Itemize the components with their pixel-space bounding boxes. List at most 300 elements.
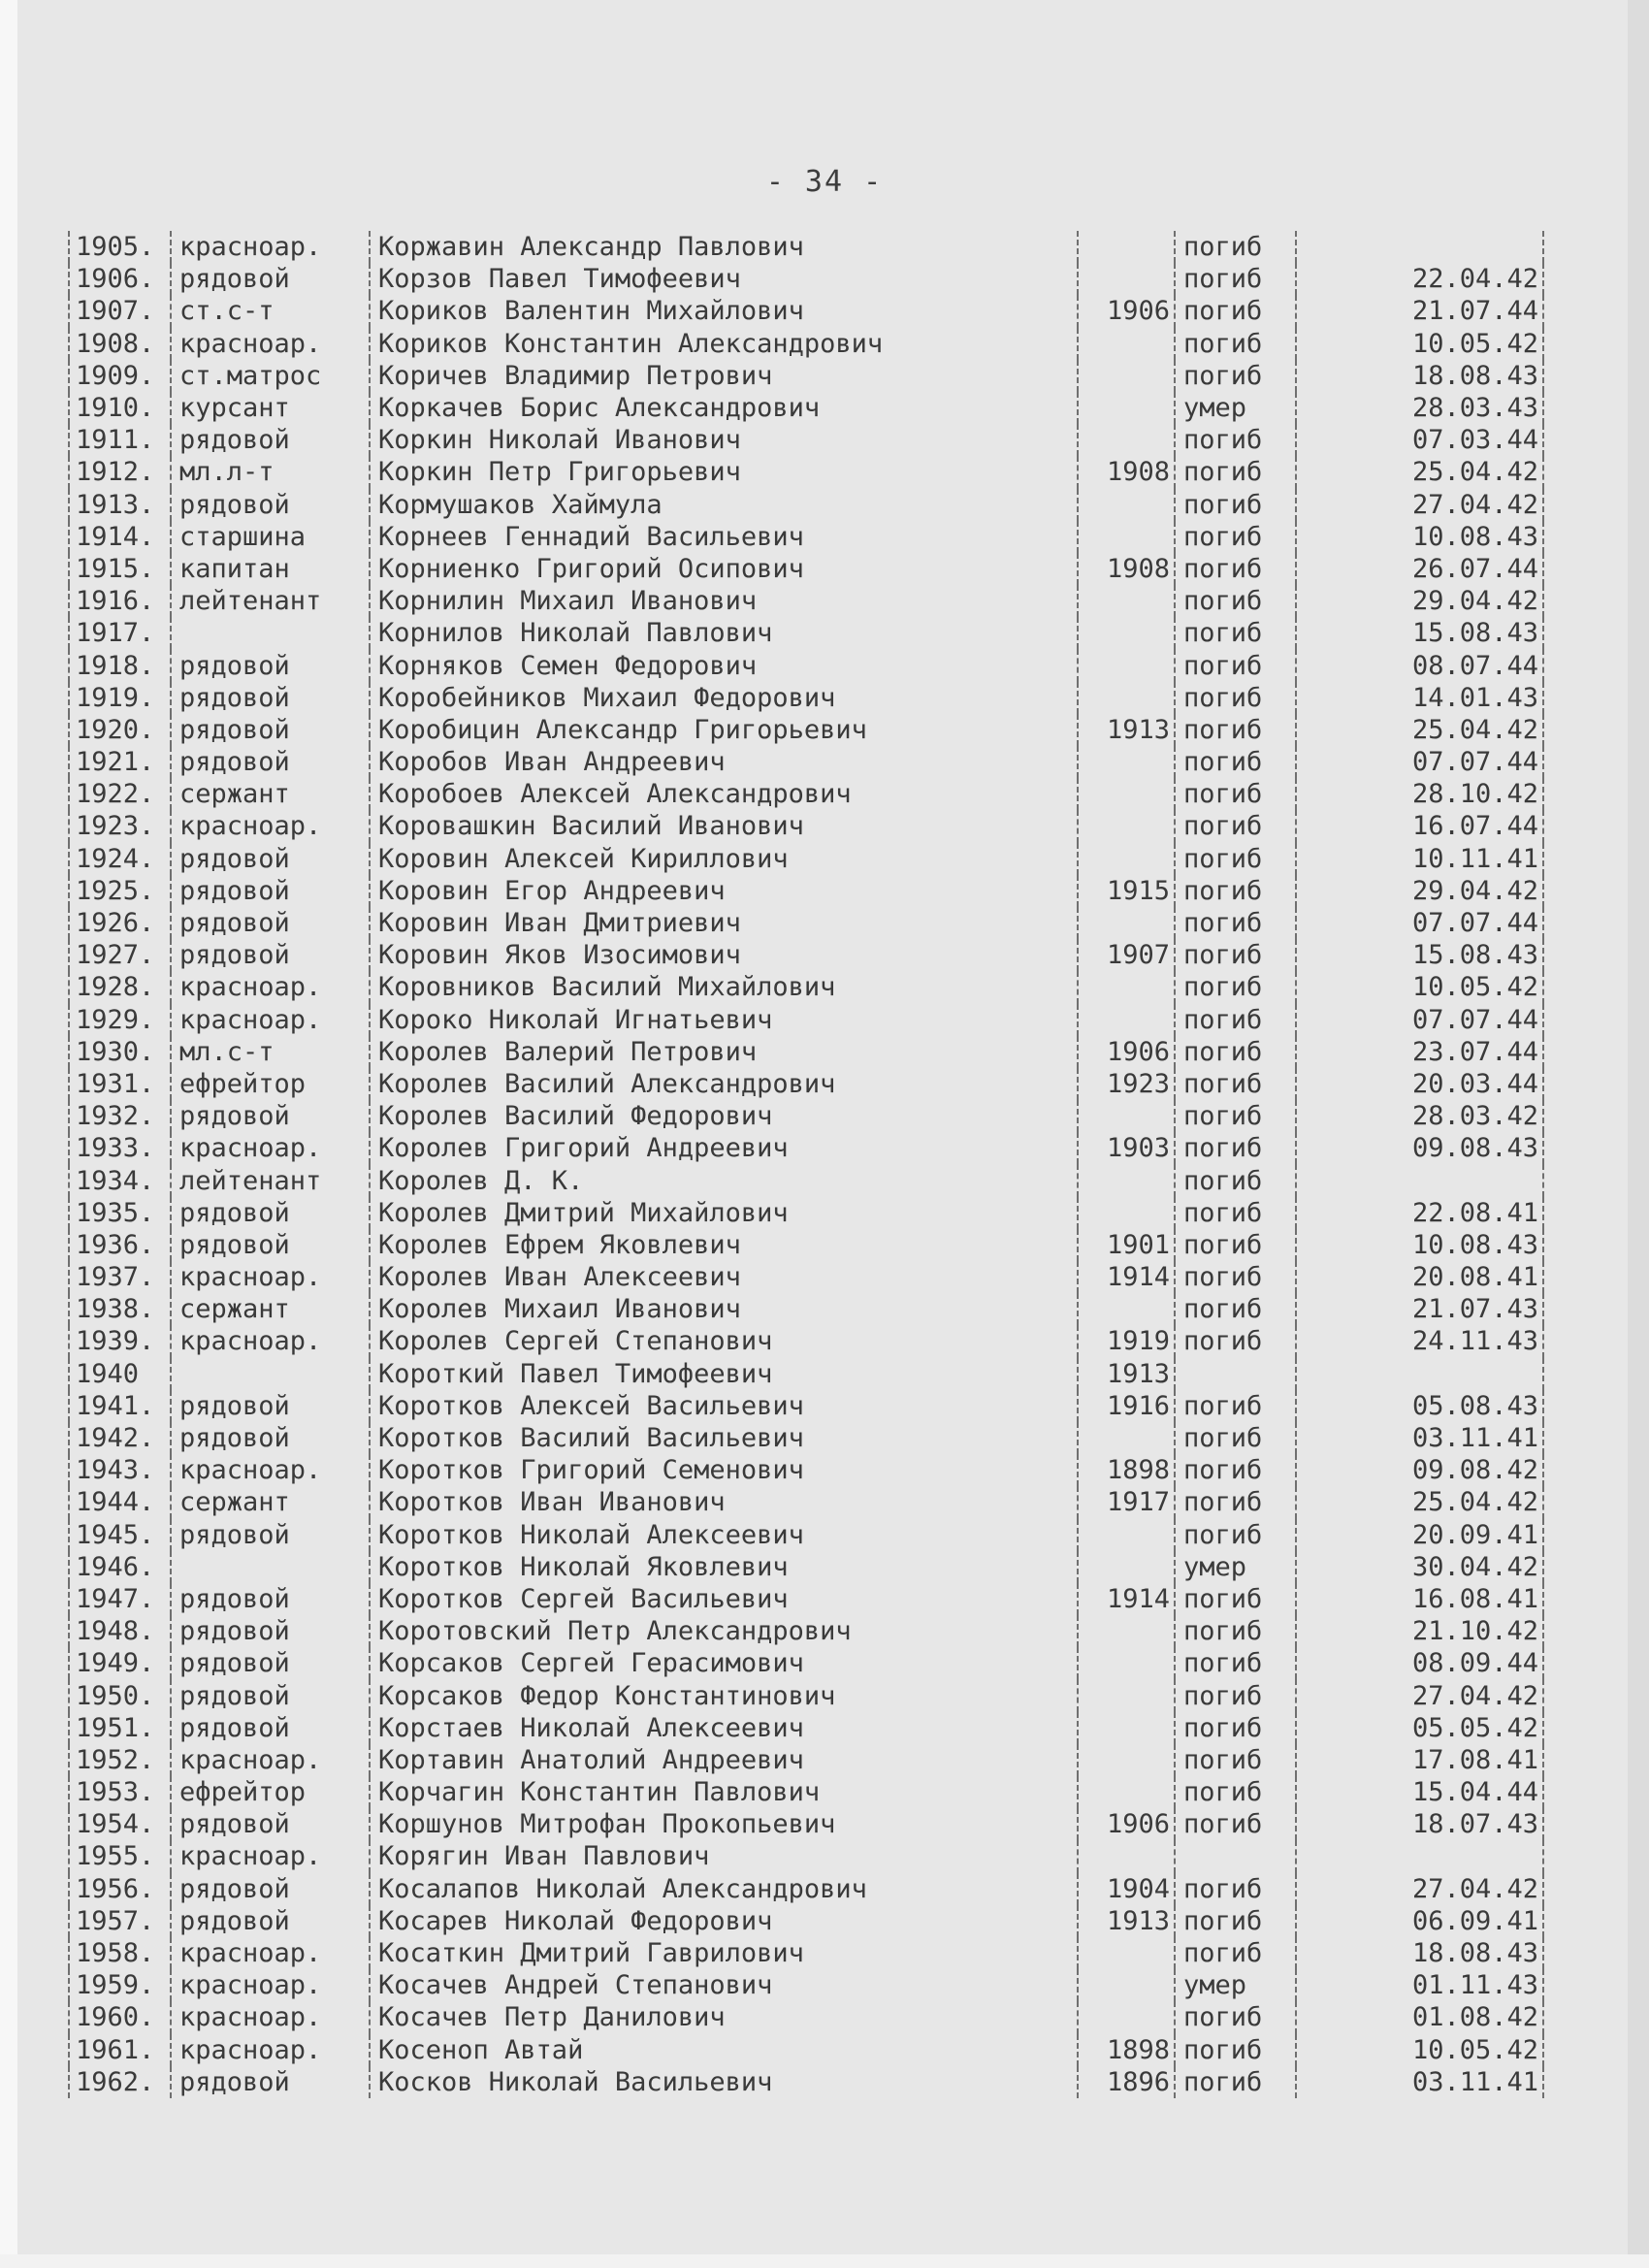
entry-number: 1933.	[69, 1132, 171, 1164]
military-rank: красноар.	[171, 2001, 370, 2033]
date-of-death: 25.04.42	[1296, 1486, 1543, 1518]
birth-year: 1919	[1078, 1325, 1175, 1357]
fate-status: погиб	[1175, 489, 1296, 521]
full-name: Коршунов Митрофан Прокопьевич	[370, 1808, 1078, 1840]
entry-number: 1927.	[69, 939, 171, 971]
date-of-death: 18.07.43	[1296, 1808, 1543, 1840]
date-of-death: 07.07.44	[1296, 1004, 1543, 1036]
birth-year: 1913	[1078, 714, 1175, 746]
military-rank: рядовой	[171, 1905, 370, 1937]
table-row	[69, 1261, 1543, 1293]
date-of-death: 14.01.43	[1296, 682, 1543, 714]
military-rank: рядовой	[171, 875, 370, 907]
birth-year	[1078, 1422, 1175, 1454]
date-of-death: 10.08.43	[1296, 521, 1543, 553]
birth-year	[1078, 263, 1175, 295]
fate-status: погиб	[1175, 1100, 1296, 1132]
fate-status: погиб	[1175, 1776, 1296, 1808]
date-of-death: 28.10.42	[1296, 778, 1543, 810]
date-of-death: 18.08.43	[1296, 1937, 1543, 1969]
date-of-death: 10.05.42	[1296, 971, 1543, 1003]
full-name: Королев Дмитрий Михайлович	[370, 1197, 1078, 1229]
entry-number: 1926.	[69, 907, 171, 939]
fate-status: погиб	[1175, 1486, 1296, 1518]
full-name: Косарев Николай Федорович	[370, 1905, 1078, 1937]
military-rank: красноар.	[171, 1325, 370, 1357]
entry-number: 1946.	[69, 1551, 171, 1583]
fate-status: погиб	[1175, 1583, 1296, 1615]
fate-status: погиб	[1175, 875, 1296, 907]
date-of-death: 10.05.42	[1296, 328, 1543, 360]
table-row	[69, 714, 1543, 746]
military-rank: рядовой	[171, 1808, 370, 1840]
table-row	[69, 1873, 1543, 1905]
fate-status: погиб	[1175, 746, 1296, 778]
military-rank: старшина	[171, 521, 370, 553]
date-of-death: 05.08.43	[1296, 1390, 1543, 1422]
date-of-death: 21.10.42	[1296, 1615, 1543, 1647]
birth-year	[1078, 424, 1175, 456]
military-rank: рядовой	[171, 1390, 370, 1422]
fate-status: погиб	[1175, 456, 1296, 488]
fate-status: погиб	[1175, 1454, 1296, 1486]
full-name: Кормушаков Хаймула	[370, 489, 1078, 521]
birth-year: 1908	[1078, 456, 1175, 488]
military-rank: красноар.	[171, 1937, 370, 1969]
fate-status: погиб	[1175, 231, 1296, 263]
full-name: Коротков Алексей Васильевич	[370, 1390, 1078, 1422]
table-row	[69, 1905, 1543, 1937]
date-of-death: 27.04.42	[1296, 489, 1543, 521]
birth-year: 1913	[1078, 1905, 1175, 1937]
date-of-death: 20.09.41	[1296, 1519, 1543, 1551]
fate-status: погиб	[1175, 1229, 1296, 1261]
military-rank: красноар.	[171, 1454, 370, 1486]
entry-number: 1916.	[69, 585, 171, 617]
entry-number: 1906.	[69, 263, 171, 295]
entry-number: 1917.	[69, 617, 171, 649]
table-row	[69, 971, 1543, 1003]
full-name: Корниенко Григорий Осипович	[370, 553, 1078, 585]
fate-status: погиб	[1175, 1132, 1296, 1164]
date-of-death: 20.03.44	[1296, 1068, 1543, 1100]
full-name: Коротков Сергей Васильевич	[370, 1583, 1078, 1615]
date-of-death: 01.08.42	[1296, 2001, 1543, 2033]
fate-status: погиб	[1175, 2001, 1296, 2033]
military-rank: рядовой	[171, 843, 370, 875]
entry-number: 1962.	[69, 2066, 171, 2098]
table-row	[69, 1293, 1543, 1325]
full-name: Кортавин Анатолий Андреевич	[370, 1744, 1078, 1776]
military-rank	[171, 1551, 370, 1583]
fate-status: погиб	[1175, 617, 1296, 649]
fate-status: погиб	[1175, 1004, 1296, 1036]
full-name: Королев Михаил Иванович	[370, 1293, 1078, 1325]
military-rank: красноар.	[171, 328, 370, 360]
military-rank: сержант	[171, 778, 370, 810]
entry-number: 1907.	[69, 295, 171, 327]
table-row	[69, 1422, 1543, 1454]
birth-year	[1078, 585, 1175, 617]
entry-number: 1918.	[69, 649, 171, 681]
full-name: Косалапов Николай Александрович	[370, 1873, 1078, 1905]
birth-year	[1078, 1840, 1175, 1872]
military-rank: красноар.	[171, 1132, 370, 1164]
birth-year	[1078, 328, 1175, 360]
military-rank: красноар.	[171, 1744, 370, 1776]
military-rank: краснoар.	[171, 231, 370, 263]
fate-status: погиб	[1175, 682, 1296, 714]
table-row	[69, 810, 1543, 842]
birth-year	[1078, 1551, 1175, 1583]
entry-number: 1960.	[69, 2001, 171, 2033]
entry-number: 1951.	[69, 1712, 171, 1744]
table-row	[69, 778, 1543, 810]
full-name: Косеноп Автай	[370, 2034, 1078, 2066]
birth-year: 1923	[1078, 1068, 1175, 1100]
date-of-death: 01.11.43	[1296, 1969, 1543, 2001]
birth-year	[1078, 1100, 1175, 1132]
page-number: - 34 -	[765, 165, 884, 199]
entry-number: 1912.	[69, 456, 171, 488]
birth-year	[1078, 1519, 1175, 1551]
table-row	[69, 1776, 1543, 1808]
full-name: Коричев Владимир Петрович	[370, 360, 1078, 392]
military-rank: ефрейтор	[171, 1776, 370, 1808]
military-rank: рядовой	[171, 682, 370, 714]
table-row	[69, 1197, 1543, 1229]
date-of-death: 22.08.41	[1296, 1197, 1543, 1229]
date-of-death: 07.07.44	[1296, 907, 1543, 939]
birth-year: 1904	[1078, 1873, 1175, 1905]
full-name: Коротков Григорий Семенович	[370, 1454, 1078, 1486]
birth-year: 1917	[1078, 1486, 1175, 1518]
table-row	[69, 1325, 1543, 1357]
entry-number: 1943.	[69, 1454, 171, 1486]
entry-number: 1925.	[69, 875, 171, 907]
fate-status: погиб	[1175, 1390, 1296, 1422]
military-rank: красноар.	[171, 1004, 370, 1036]
table-row	[69, 1486, 1543, 1518]
entry-number: 1948.	[69, 1615, 171, 1647]
entry-number: 1928.	[69, 971, 171, 1003]
table-row	[69, 1004, 1543, 1036]
table-row	[69, 1390, 1543, 1422]
full-name: Коробоев Алексей Александрович	[370, 778, 1078, 810]
fate-status: погиб	[1175, 939, 1296, 971]
table-row	[69, 392, 1543, 424]
military-rank: ст.с-т	[171, 295, 370, 327]
birth-year	[1078, 1615, 1175, 1647]
military-rank: мл.с-т	[171, 1036, 370, 1068]
date-of-death: 03.11.41	[1296, 2066, 1543, 2098]
table-row	[69, 360, 1543, 392]
date-of-death: 28.03.43	[1296, 392, 1543, 424]
fate-status: погиб	[1175, 1808, 1296, 1840]
entry-number: 1945.	[69, 1519, 171, 1551]
date-of-death: 03.11.41	[1296, 1422, 1543, 1454]
full-name: Коровников Василий Михайлович	[370, 971, 1078, 1003]
birth-year	[1078, 1679, 1175, 1711]
table-row	[69, 585, 1543, 617]
entry-number: 1944.	[69, 1486, 171, 1518]
full-name: Коробейников Михаил Федорович	[370, 682, 1078, 714]
full-name: Королев Валерий Петрович	[370, 1036, 1078, 1068]
entry-number: 1921.	[69, 746, 171, 778]
fate-status: погиб	[1175, 2066, 1296, 2098]
birth-year	[1078, 1647, 1175, 1679]
military-rank: красноар.	[171, 1261, 370, 1293]
table-row	[69, 489, 1543, 521]
entry-number: 1952.	[69, 1744, 171, 1776]
entry-number: 1909.	[69, 360, 171, 392]
military-rank: рядовой	[171, 1229, 370, 1261]
full-name: Корчагин Константин Павлович	[370, 1776, 1078, 1808]
table-row	[69, 456, 1543, 488]
full-name: Королев Василий Федорович	[370, 1100, 1078, 1132]
full-name: Корстаев Николай Алексеевич	[370, 1712, 1078, 1744]
fate-status: погиб	[1175, 1293, 1296, 1325]
table-row	[69, 424, 1543, 456]
table-row	[69, 2066, 1543, 2098]
birth-year: 1898	[1078, 1454, 1175, 1486]
military-rank: рядовой	[171, 489, 370, 521]
table-row	[69, 1712, 1543, 1744]
table-row	[69, 1229, 1543, 1261]
birth-year	[1078, 810, 1175, 842]
fate-status: погиб	[1175, 1422, 1296, 1454]
entry-number: 1959.	[69, 1969, 171, 2001]
table-row	[69, 1969, 1543, 2001]
military-rank: рядовой	[171, 1615, 370, 1647]
entry-number: 1929.	[69, 1004, 171, 1036]
date-of-death: 18.08.43	[1296, 360, 1543, 392]
fate-status: погиб	[1175, 360, 1296, 392]
full-name: Королев Д. К.	[370, 1164, 1078, 1196]
date-of-death: 16.08.41	[1296, 1583, 1543, 1615]
date-of-death: 05.05.42	[1296, 1712, 1543, 1744]
date-of-death	[1296, 1164, 1543, 1196]
table-row	[69, 1164, 1543, 1196]
date-of-death: 09.08.43	[1296, 1132, 1543, 1164]
birth-year: 1906	[1078, 1036, 1175, 1068]
military-rank: рядовой	[171, 746, 370, 778]
date-of-death: 30.04.42	[1296, 1551, 1543, 1583]
entry-number: 1924.	[69, 843, 171, 875]
military-rank: ст.матрос	[171, 360, 370, 392]
entry-number: 1920.	[69, 714, 171, 746]
fate-status: погиб	[1175, 1873, 1296, 1905]
full-name: Косков Николай Васильевич	[370, 2066, 1078, 2098]
birth-year	[1078, 1164, 1175, 1196]
fate-status: погиб	[1175, 1744, 1296, 1776]
fate-status: погиб	[1175, 1679, 1296, 1711]
date-of-death: 10.11.41	[1296, 843, 1543, 875]
birth-year	[1078, 682, 1175, 714]
date-of-death: 22.04.42	[1296, 263, 1543, 295]
fate-status	[1175, 1358, 1296, 1390]
table-row	[69, 682, 1543, 714]
military-rank: красноар.	[171, 971, 370, 1003]
birth-year	[1078, 489, 1175, 521]
entry-number: 1934.	[69, 1164, 171, 1196]
full-name: Корнилов Николай Павлович	[370, 617, 1078, 649]
entry-number: 1913.	[69, 489, 171, 521]
birth-year: 1907	[1078, 939, 1175, 971]
entry-number: 1905.	[69, 231, 171, 263]
birth-year	[1078, 778, 1175, 810]
table-row	[69, 231, 1543, 263]
fate-status: погиб	[1175, 843, 1296, 875]
fate-status: погиб	[1175, 649, 1296, 681]
full-name: Королев Григорий Андреевич	[370, 1132, 1078, 1164]
date-of-death	[1296, 1840, 1543, 1872]
military-rank: красноар.	[171, 1840, 370, 1872]
table-row	[69, 939, 1543, 971]
fate-status: погиб	[1175, 1615, 1296, 1647]
table-row	[69, 328, 1543, 360]
military-rank: курсант	[171, 392, 370, 424]
entry-number: 1914.	[69, 521, 171, 553]
date-of-death: 15.04.44	[1296, 1776, 1543, 1808]
date-of-death: 25.04.42	[1296, 456, 1543, 488]
date-of-death: 09.08.42	[1296, 1454, 1543, 1486]
military-rank: рядовой	[171, 424, 370, 456]
table-row	[69, 1454, 1543, 1486]
fate-status: погиб	[1175, 424, 1296, 456]
military-rank	[171, 1358, 370, 1390]
date-of-death: 24.11.43	[1296, 1325, 1543, 1357]
military-rank: рядовой	[171, 1873, 370, 1905]
military-rank: рядовой	[171, 939, 370, 971]
full-name: Косачев Андрей Степанович	[370, 1969, 1078, 2001]
date-of-death: 15.08.43	[1296, 617, 1543, 649]
fate-status: погиб	[1175, 971, 1296, 1003]
military-rank: красноар.	[171, 1969, 370, 2001]
table-row	[69, 746, 1543, 778]
date-of-death: 23.07.44	[1296, 1036, 1543, 1068]
fate-status: погиб	[1175, 1036, 1296, 1068]
birth-year	[1078, 971, 1175, 1003]
birth-year: 1915	[1078, 875, 1175, 907]
fate-status: погиб	[1175, 2034, 1296, 2066]
table-row	[69, 1100, 1543, 1132]
birth-year	[1078, 360, 1175, 392]
fate-status: погиб	[1175, 1068, 1296, 1100]
entry-number: 1950.	[69, 1679, 171, 1711]
military-rank: сержант	[171, 1293, 370, 1325]
entry-number: 1940	[69, 1358, 171, 1390]
fate-status: погиб	[1175, 714, 1296, 746]
table-row	[69, 907, 1543, 939]
register-body	[69, 231, 1543, 2098]
fate-status: погиб	[1175, 263, 1296, 295]
fate-status: погиб	[1175, 1712, 1296, 1744]
birth-year	[1078, 2001, 1175, 2033]
entry-number: 1949.	[69, 1647, 171, 1679]
birth-year	[1078, 649, 1175, 681]
fate-status: погиб	[1175, 1197, 1296, 1229]
entry-number: 1911.	[69, 424, 171, 456]
date-of-death: 21.07.43	[1296, 1293, 1543, 1325]
fate-status: умер	[1175, 1969, 1296, 2001]
full-name: Коровин Иван Дмитриевич	[370, 907, 1078, 939]
date-of-death: 10.05.42	[1296, 2034, 1543, 2066]
military-rank: рядовой	[171, 1679, 370, 1711]
table-row	[69, 1036, 1543, 1068]
birth-year	[1078, 521, 1175, 553]
full-name: Коркин Николай Иванович	[370, 424, 1078, 456]
entry-number: 1947.	[69, 1583, 171, 1615]
date-of-death: 28.03.42	[1296, 1100, 1543, 1132]
full-name: Коровин Яков Изосимович	[370, 939, 1078, 971]
fate-status: погиб	[1175, 1325, 1296, 1357]
entry-number: 1941.	[69, 1390, 171, 1422]
full-name: Коркин Петр Григорьевич	[370, 456, 1078, 488]
birth-year: 1906	[1078, 1808, 1175, 1840]
full-name: Короко Николай Игнатьевич	[370, 1004, 1078, 1036]
table-row	[69, 553, 1543, 585]
full-name: Королев Василий Александрович	[370, 1068, 1078, 1100]
date-of-death: 07.07.44	[1296, 746, 1543, 778]
fate-status: погиб	[1175, 1647, 1296, 1679]
military-rank: лейтенант	[171, 1164, 370, 1196]
entry-number: 1908.	[69, 328, 171, 360]
date-of-death: 20.08.41	[1296, 1261, 1543, 1293]
birth-year: 1896	[1078, 2066, 1175, 2098]
military-rank: рядовой	[171, 1712, 370, 1744]
entry-number: 1957.	[69, 1905, 171, 1937]
birth-year: 1916	[1078, 1390, 1175, 1422]
full-name: Корняков Семен Федорович	[370, 649, 1078, 681]
full-name: Королев Ефрем Яковлевич	[370, 1229, 1078, 1261]
table-row	[69, 1679, 1543, 1711]
date-of-death: 15.08.43	[1296, 939, 1543, 971]
full-name: Короткий Павел Тимофеевич	[370, 1358, 1078, 1390]
fate-status: погиб	[1175, 1261, 1296, 1293]
date-of-death: 26.07.44	[1296, 553, 1543, 585]
fate-status: погиб	[1175, 328, 1296, 360]
birth-year	[1078, 1969, 1175, 2001]
birth-year: 1914	[1078, 1583, 1175, 1615]
full-name: Коробов Иван Андреевич	[370, 746, 1078, 778]
birth-year: 1903	[1078, 1132, 1175, 1164]
full-name: Королев Сергей Степанович	[370, 1325, 1078, 1357]
birth-year: 1901	[1078, 1229, 1175, 1261]
birth-year	[1078, 746, 1175, 778]
date-of-death: 07.03.44	[1296, 424, 1543, 456]
full-name: Коржавин Александр Павлович	[370, 231, 1078, 263]
birth-year	[1078, 1744, 1175, 1776]
table-row	[69, 649, 1543, 681]
table-row	[69, 1808, 1543, 1840]
full-name: Коротков Николай Алексеевич	[370, 1519, 1078, 1551]
table-row	[69, 521, 1543, 553]
date-of-death	[1296, 231, 1543, 263]
birth-year	[1078, 843, 1175, 875]
full-name: Корсаков Федор Константинович	[370, 1679, 1078, 1711]
entry-number: 1910.	[69, 392, 171, 424]
fate-status: погиб	[1175, 1519, 1296, 1551]
full-name: Коротков Иван Иванович	[370, 1486, 1078, 1518]
military-rank: сержант	[171, 1486, 370, 1518]
fate-status: погиб	[1175, 907, 1296, 939]
fate-status: погиб	[1175, 1164, 1296, 1196]
page-bottom-margin	[0, 2254, 1649, 2268]
birth-year	[1078, 907, 1175, 939]
date-of-death: 29.04.42	[1296, 875, 1543, 907]
birth-year: 1906	[1078, 295, 1175, 327]
